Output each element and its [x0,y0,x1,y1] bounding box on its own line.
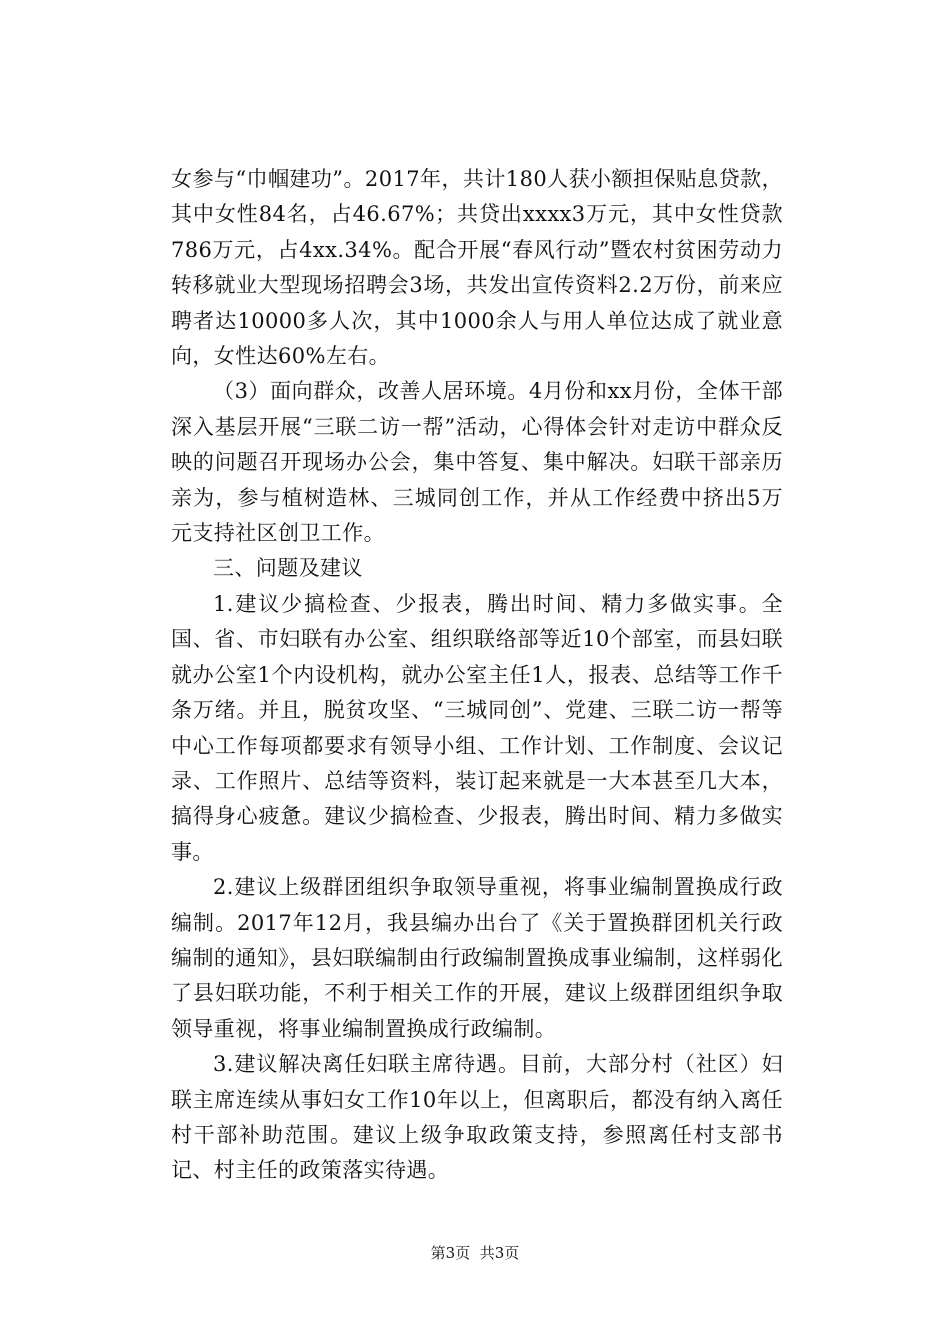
paragraph-section-3: （3）面向群众，改善人居环境。4月份和xx月份，全体干部深入基层开展“三联二访一帮”活动，心得体会针对走访中群众反映的问题召开现场办公会，集中答复、集中解决。妇联干部亲历亲为，参与植树造林、三城同创工作，并从工作经费中挤出5万元支持社区创卫工作。 [171,379,783,546]
page-footer [0,1243,950,1263]
footer-spacer [470,1244,480,1262]
paragraph-suggestion-2: 2.建议上级群团组织争取领导重视，将事业编制置换成行政编制。2017年12月，我县编办出台了《关于置换群团机关行政编制的通知》，县妇联编制由行政编制置换成事业编制，这样弱化了县妇联功能，不利于相关工作的开展，建议上级群团组织争取领导重视，将事业编制置换成行政编制。 [171,875,783,1041]
page-number-total: 共3页 [479,1244,520,1262]
paragraph-continuation: 女参与“巾帼建功”。2017年，共计180人获小额担保贴息贷款，其中女性84名，占46.67%；共贷出xxxx3万元，其中女性贷款786万元，占4xx.34%。配合开展“春风行动”暨农村贫困劳动力转移就业大型现场招聘会3场，共发出宣传资料2.2万份，前来应聘者达10000多人次，其中1000余人与用人单位达成了就业意向，女性达60%左右。 [171,167,783,369]
paragraph-suggestion-3: 3.建议解决离任妇联主席待遇。目前，大部分村（社区）妇联主席连续从事妇女工作10年以上，但离职后，都没有纳入离任村干部补助范围。建议上级争取政策支持，参照离任村支部书记、村主任的政策落实待遇。 [171,1052,783,1183]
page-number-current: 第3页 [430,1244,471,1262]
section-heading: 三、问题及建议 [213,556,363,581]
document-body [171,162,783,1189]
paragraph-suggestion-1: 1.建议少搞检查、少报表，腾出时间、精力多做实事。全国、省、市妇联有办公室、组织联络部等近10个部室，而县妇联就办公室1个内设机构，就办公室主任1人，报表、总结等工作千条万绪。并且，脱贫攻坚、“三城同创”、党建、三联二访一帮等中心工作每项都要求有领导小组、工作计划、工作制度、会议记录、工作照片、总结等资料，装订起来就是一大本甚至几大本，搞得身心疲惫。建议少搞检查、少报表，腾出时间、精力多做实事。 [171,591,783,864]
